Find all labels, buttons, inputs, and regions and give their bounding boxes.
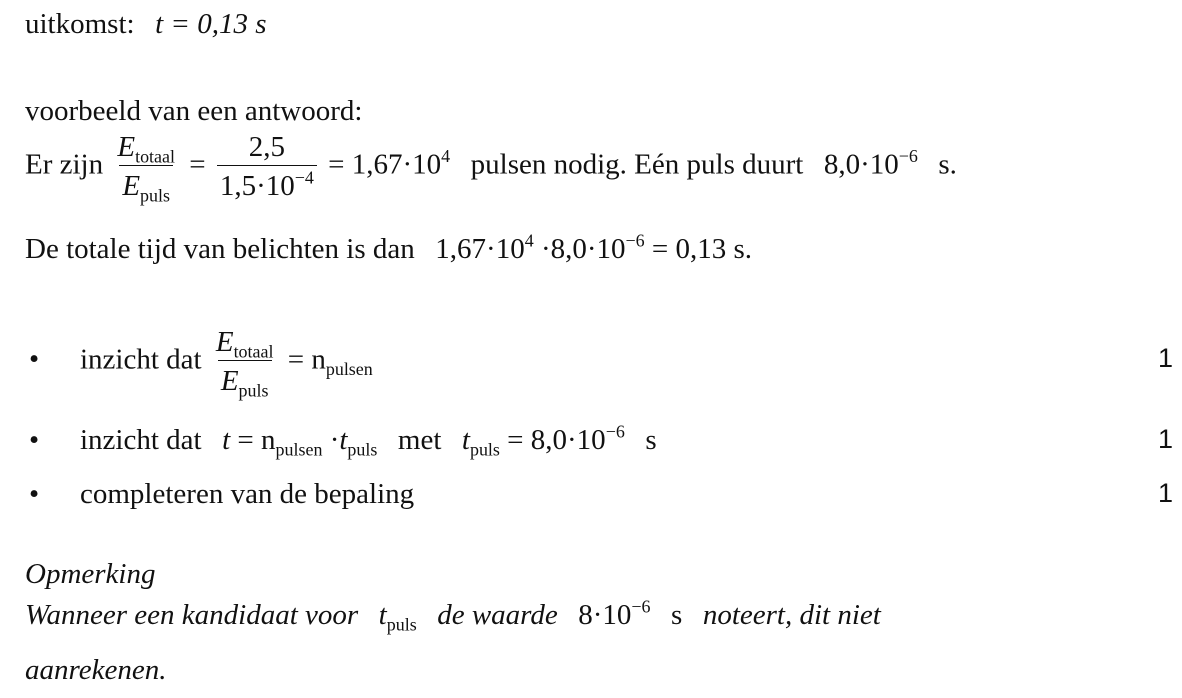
pulse-count-value: = 1,67·10: [328, 148, 442, 181]
note-value-unit: s: [671, 599, 683, 631]
pulse-duration-unit: s.: [938, 148, 957, 181]
criterion-2-t: t: [222, 424, 231, 456]
criterion-2-n-sub: pulsen: [275, 439, 323, 460]
criterion-1-numerator-sub: totaal: [233, 341, 274, 362]
equals-sign: =: [189, 148, 206, 181]
note-heading: Opmerking: [25, 558, 156, 590]
value-numerator: 2,5: [248, 131, 285, 163]
note-line1-b: de waarde: [437, 599, 558, 631]
calc-pulse-count-exponent: 4: [524, 230, 534, 251]
example-line1-lead: Er zijn: [25, 148, 104, 181]
calc-pulse-count: 1,67·10: [435, 233, 525, 265]
calc-pulse-duration-exponent: −6: [625, 230, 645, 251]
e-total-symbol: E: [117, 131, 136, 163]
bullet-icon: •: [29, 424, 40, 456]
result-formula: t = 0,13 s: [155, 8, 267, 40]
bullet-icon: •: [29, 478, 40, 510]
criterion-1-denominator-sub: puls: [238, 380, 269, 401]
example-heading: voorbeeld van een antwoord:: [25, 95, 363, 127]
calc-result: = 0,13 s.: [651, 233, 753, 265]
note-line1-a: Wanneer een kandidaat voor: [25, 599, 359, 631]
criterion-2-value-exponent: −6: [605, 421, 625, 442]
criterion-2-label: inzicht dat: [80, 424, 202, 456]
pulse-count-exponent: 4: [441, 145, 451, 166]
criterion-2-t2: t: [339, 424, 348, 456]
e-puls-subscript: puls: [140, 185, 171, 206]
criterion-2-t3-sub: puls: [469, 439, 500, 460]
value-denominator-exponent: −4: [294, 167, 314, 188]
note-value-exponent: −6: [631, 596, 651, 617]
note-line-2: aanrekenen.: [25, 654, 167, 686]
example-line-2: [25, 230, 753, 265]
value-denominator: 1,5·10: [219, 170, 295, 202]
note-line1-c: noteert, dit niet: [702, 599, 881, 631]
note-value: 8·10: [578, 599, 632, 631]
criterion-1-text: [80, 326, 373, 401]
pulse-duration-value: 8,0·10: [823, 148, 899, 181]
pulse-duration-exponent: −6: [898, 145, 918, 166]
example-line1-middle: pulsen nodig. Eén puls duurt: [470, 148, 804, 181]
criterion-3-score: 1: [1157, 478, 1173, 508]
result-label: uitkomst:: [25, 8, 135, 40]
criterion-2-t2-sub: puls: [347, 439, 378, 460]
criterion-2-n: = n: [237, 424, 276, 456]
e-total-subscript: totaal: [135, 146, 175, 167]
criterion-1-score: 1: [1157, 343, 1173, 373]
criterion-1-fraction: [213, 326, 277, 401]
value-fraction: [217, 133, 317, 201]
e-puls-symbol: E: [122, 170, 141, 202]
calc-pulse-duration: ·8,0·10: [540, 233, 626, 265]
criterion-1-rhs: = n: [287, 343, 326, 376]
bullet-icon: •: [29, 343, 40, 375]
note-line-1: [25, 596, 881, 635]
criterion-2-text: [80, 421, 657, 460]
criterion-2: [25, 421, 1182, 466]
note-t-sub: puls: [386, 614, 417, 635]
criterion-2-value: = 8,0·10: [507, 424, 606, 456]
note-t: t: [378, 599, 387, 631]
criterion-1-label: inzicht dat: [80, 343, 202, 376]
criterion-1-rhs-sub: pulsen: [325, 358, 373, 379]
criterion-2-unit: s: [645, 424, 657, 456]
criterion-3-text: completeren van de bepaling: [80, 478, 415, 510]
criterion-1-denominator: E: [220, 365, 239, 397]
criterion-2-dot: ·: [329, 424, 340, 456]
example-line-1: [25, 131, 957, 206]
criterion-3: [25, 480, 1182, 520]
criterion-2-met: met: [397, 424, 442, 456]
result-line: [25, 10, 267, 39]
example-line2-lead: De totale tijd van belichten is dan: [25, 233, 415, 265]
energy-ratio-fraction: [114, 131, 178, 206]
criterion-2-score: 1: [1157, 424, 1173, 454]
criterion-2-t3: t: [461, 424, 470, 456]
criterion-1: [25, 328, 1182, 408]
criterion-1-numerator: E: [215, 326, 234, 358]
